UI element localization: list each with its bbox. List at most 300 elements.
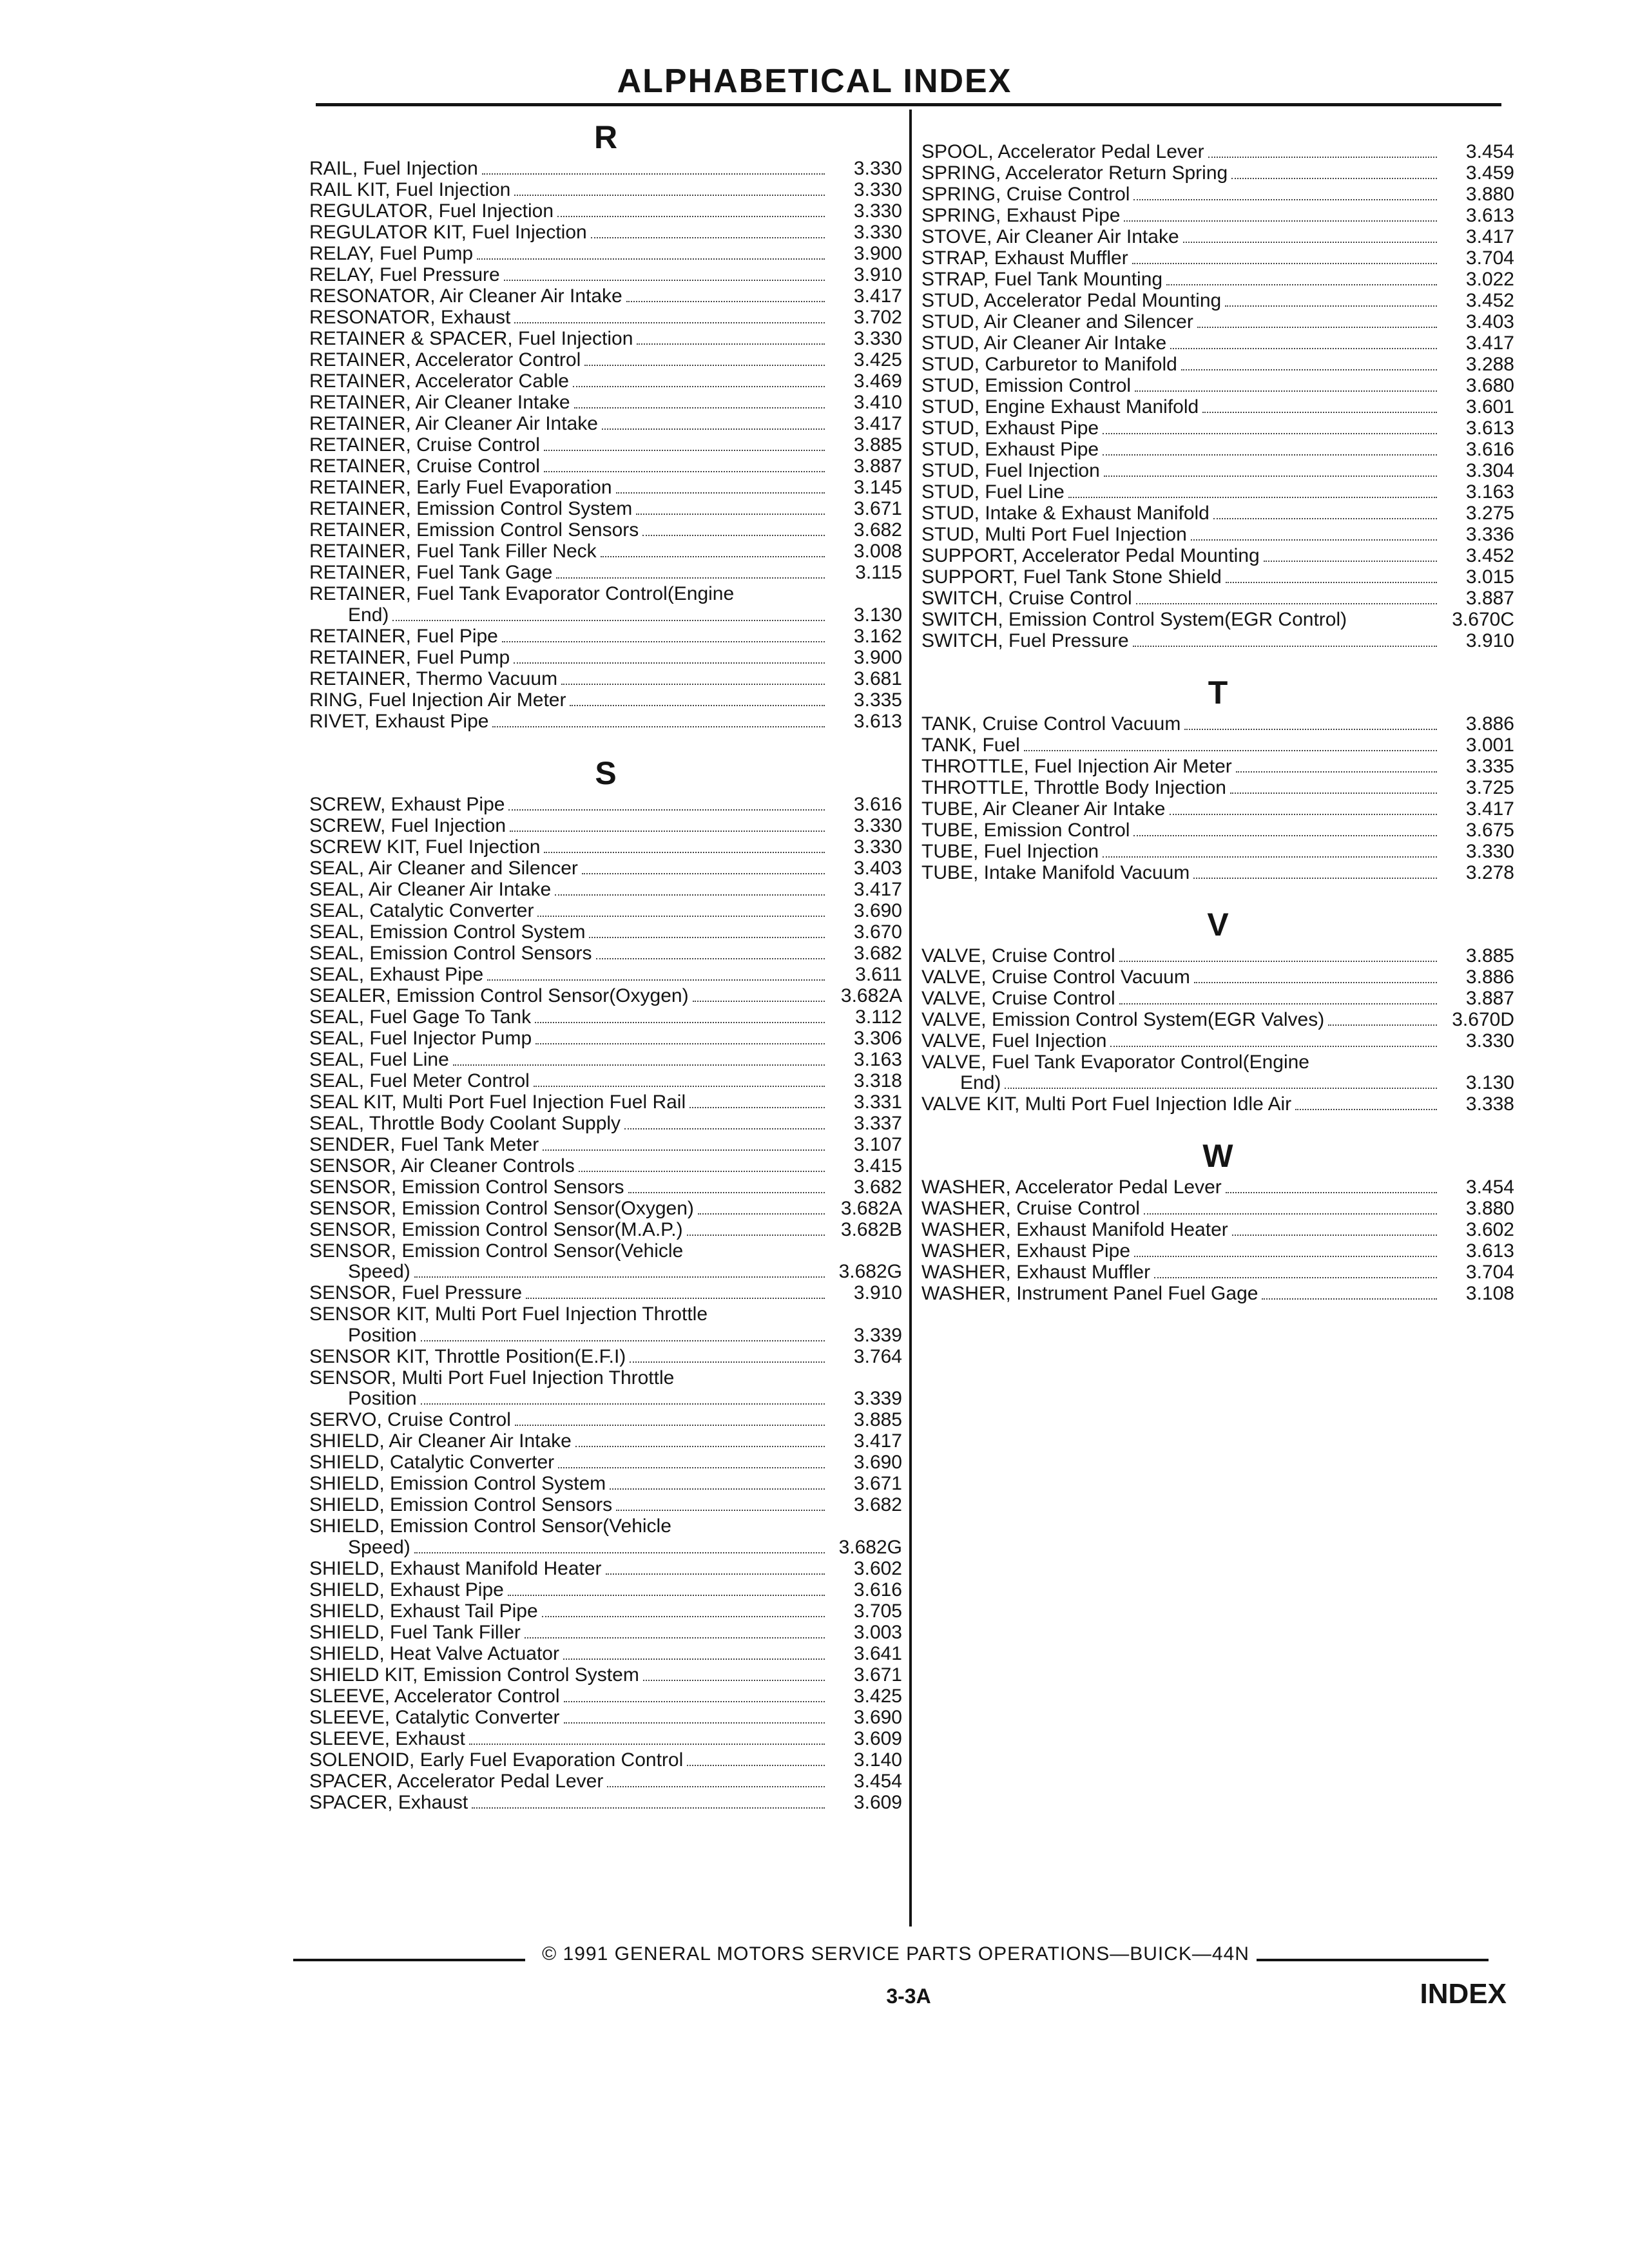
index-entry <box>309 1580 902 1601</box>
entry-text: SHIELD, Catalytic Converter <box>309 1452 555 1473</box>
entry-page: 3.415 <box>853 1155 902 1177</box>
leader-dots <box>535 1043 825 1044</box>
entry-page: 3.613 <box>1465 205 1514 226</box>
entry-page: 3.330 <box>853 158 902 179</box>
entry-continuation: Position <box>348 1388 417 1409</box>
entry-page: 3.705 <box>853 1600 902 1622</box>
leader-dots <box>607 1786 825 1787</box>
index-entry <box>921 799 1514 820</box>
entry-text: SHIELD, Exhaust Tail Pipe <box>309 1600 538 1622</box>
section-spacer <box>921 1305 1514 1324</box>
index-entry <box>309 901 902 922</box>
entry-page: 3.318 <box>853 1070 902 1091</box>
entry-text: SEAL, Fuel Injector Pump <box>309 1027 532 1049</box>
index-entry <box>921 1177 1514 1198</box>
entry-text: STRAP, Exhaust Muffler <box>921 247 1128 269</box>
entry-text: SEAL, Exhaust Pipe <box>309 963 484 985</box>
index-entry <box>309 1644 902 1665</box>
leader-dots <box>1202 412 1437 413</box>
index-entry <box>921 206 1514 227</box>
entry-text: SWITCH, Fuel Pressure <box>921 629 1129 651</box>
title-rule <box>316 103 1501 106</box>
index-entry <box>921 163 1514 184</box>
entry-continuation: End) <box>348 604 389 626</box>
entry-text: SHIELD, Emission Control Sensors <box>309 1494 613 1515</box>
entry-page: 3.671 <box>853 1473 902 1494</box>
entry-text: SPOOL, Accelerator Pedal Lever <box>921 141 1204 162</box>
leader-dots <box>642 535 825 536</box>
leader-dots <box>525 1637 825 1639</box>
index-entry <box>309 690 902 711</box>
index-entry <box>309 669 902 690</box>
entry-page: 3.682 <box>853 1494 902 1515</box>
leader-dots <box>504 280 825 281</box>
entry-page: 3.145 <box>853 477 902 498</box>
section-letter: W <box>1202 1138 1233 1174</box>
index-entry <box>309 1283 902 1304</box>
index-entry <box>309 1792 902 1814</box>
entry-continuation: Speed) <box>348 1261 410 1282</box>
leader-dots <box>1132 263 1437 264</box>
entry-page: 3.702 <box>853 307 902 328</box>
entry-page: 3.910 <box>1465 629 1514 651</box>
leader-dots <box>492 726 825 727</box>
entry-text: SUPPORT, Fuel Tank Stone Shield <box>921 566 1222 588</box>
entry-page: 3.725 <box>1465 776 1514 798</box>
leader-dots <box>693 1001 825 1002</box>
index-entry <box>309 159 902 180</box>
entry-page: 3.288 <box>1465 354 1514 375</box>
entry-text: SENSOR, Emission Control Sensor(M.A.P.) <box>309 1218 683 1240</box>
entry-page: 3.275 <box>1465 503 1514 524</box>
index-entry <box>921 1031 1514 1052</box>
entry-page: 3.910 <box>853 264 902 285</box>
index-entry <box>309 1410 902 1431</box>
index-entry <box>921 1094 1514 1115</box>
entry-page: 3.613 <box>1465 1240 1514 1262</box>
index-entry <box>309 1452 902 1474</box>
entry-page: 3.682 <box>853 519 902 541</box>
entry-text: SOLENOID, Early Fuel Evaporation Control <box>309 1749 684 1771</box>
entry-text: SCREW, Fuel Injection <box>309 814 506 836</box>
leader-dots <box>601 556 825 557</box>
index-entry <box>309 371 902 392</box>
entry-page: 3.115 <box>855 562 902 583</box>
entry-text: SLEEVE, Accelerator Control <box>309 1685 560 1707</box>
index-entry <box>309 265 902 286</box>
entry-text: STUD, Accelerator Pedal Mounting <box>921 290 1222 311</box>
entry-text: WASHER, Exhaust Muffler <box>921 1262 1151 1283</box>
entry-text: SEAL, Air Cleaner and Silencer <box>309 857 578 879</box>
entry-text: SENDER, Fuel Tank Meter <box>309 1133 539 1155</box>
section-letter: V <box>1207 906 1229 943</box>
leader-dots <box>570 705 825 706</box>
entry-text: SHIELD, Emission Control Sensor(Vehicle <box>309 1515 671 1537</box>
page-number: 3-3A <box>886 1984 931 2008</box>
leader-dots <box>1154 1277 1437 1278</box>
entry-text: SHIELD, Emission Control System <box>309 1473 606 1494</box>
leader-dots <box>1166 284 1437 285</box>
leader-dots <box>1194 982 1437 983</box>
entry-page: 3.107 <box>853 1133 902 1155</box>
entry-text: THROTTLE, Throttle Body Injection <box>921 776 1226 798</box>
leader-dots <box>1226 582 1437 583</box>
entry-text: SEAL, Air Cleaner Air Intake <box>309 878 552 900</box>
entry-page: 3.338 <box>1465 1093 1514 1115</box>
entry-text: RETAINER, Fuel Tank Gage <box>309 562 553 583</box>
index-entry <box>309 435 902 456</box>
entry-text: RETAINER, Early Fuel Evaporation <box>309 477 612 498</box>
leader-dots <box>1136 603 1437 604</box>
section-spacer <box>921 884 1514 903</box>
index-entry <box>309 222 902 244</box>
entry-page: 3.306 <box>853 1027 902 1049</box>
leader-dots <box>1170 814 1438 815</box>
index-entry <box>309 1601 902 1622</box>
entry-text: STUD, Fuel Injection <box>921 460 1100 481</box>
index-entry <box>309 1495 902 1516</box>
leader-dots <box>537 916 825 917</box>
leader-dots <box>392 620 825 621</box>
leader-dots <box>1103 856 1437 858</box>
entry-text: RAIL KIT, Fuel Injection <box>309 179 511 200</box>
leader-dots <box>1133 646 1437 647</box>
index-entry <box>921 756 1514 778</box>
leader-dots <box>616 1510 825 1511</box>
entry-page: 3.335 <box>1465 755 1514 777</box>
leader-dots <box>1184 729 1437 730</box>
leader-dots <box>544 471 825 472</box>
index-entry <box>309 943 902 965</box>
entry-page: 3.022 <box>1465 269 1514 290</box>
entry-text: SENSOR, Multi Port Fuel Injection Throttle <box>309 1367 675 1389</box>
entry-page: 3.885 <box>853 434 902 456</box>
leader-dots <box>564 1701 825 1702</box>
entry-page: 3.330 <box>1465 1030 1514 1052</box>
entry-text: TUBE, Intake Manifold Vacuum <box>921 861 1190 883</box>
entry-continuation: Position <box>348 1324 417 1346</box>
index-entry <box>309 307 902 329</box>
entry-page: 3.417 <box>853 878 902 900</box>
leader-dots <box>573 386 825 387</box>
entry-page: 3.682B <box>840 1218 902 1240</box>
index-entry <box>921 524 1514 546</box>
leader-dots <box>596 958 825 959</box>
entry-text: RETAINER, Fuel Pump <box>309 646 510 668</box>
entry-page: 3.675 <box>1465 819 1514 841</box>
index-entry <box>309 244 902 265</box>
index-entry <box>309 626 902 648</box>
entry-page: 3.331 <box>853 1091 902 1113</box>
entry-text: RETAINER, Fuel Tank Filler Neck <box>309 541 597 562</box>
index-entry <box>309 1241 902 1283</box>
section-spacer <box>921 1115 1514 1135</box>
index-entry <box>309 965 902 986</box>
entry-page: 3.670C <box>1452 609 1514 630</box>
index-entry <box>309 562 902 584</box>
entry-page: 3.162 <box>853 625 902 647</box>
leader-dots <box>1262 1298 1437 1300</box>
index-entry <box>309 584 902 626</box>
leader-dots <box>1133 199 1437 200</box>
index-entry <box>921 397 1514 418</box>
entry-page: 3.410 <box>853 392 902 413</box>
leader-dots <box>542 1616 825 1617</box>
index-entry <box>921 567 1514 588</box>
leader-dots <box>1144 1213 1437 1215</box>
index-entry <box>309 1559 902 1580</box>
entry-text: REGULATOR KIT, Fuel Injection <box>309 222 587 243</box>
leader-dots <box>628 1192 825 1193</box>
leader-dots <box>689 1107 825 1108</box>
entry-page: 3.682G <box>838 1261 902 1282</box>
entry-text: SUPPORT, Accelerator Pedal Mounting <box>921 545 1260 566</box>
entry-text: RETAINER & SPACER, Fuel Injection <box>309 328 633 349</box>
leader-dots <box>414 1552 825 1553</box>
entry-text: SENSOR, Emission Control Sensor(Vehicle <box>309 1240 684 1262</box>
index-entry <box>309 1474 902 1495</box>
entry-text: RETAINER, Cruise Control <box>309 456 540 477</box>
section-spacer <box>309 1814 902 1833</box>
leader-dots <box>643 1680 825 1681</box>
section-letter: T <box>1208 674 1228 711</box>
entry-text: SCREW KIT, Fuel Injection <box>309 836 541 858</box>
index-entry <box>921 841 1514 863</box>
entry-text: WASHER, Exhaust Pipe <box>921 1240 1131 1262</box>
entry-page: 3.130 <box>853 604 902 626</box>
leader-dots <box>1264 561 1437 562</box>
index-entry <box>921 546 1514 567</box>
entry-text: SWITCH, Emission Control System(EGR Control) <box>921 609 1347 630</box>
entry-page: 3.670D <box>1452 1008 1514 1030</box>
entry-page: 3.403 <box>1465 311 1514 332</box>
entry-text: SENSOR, Fuel Pressure <box>309 1282 523 1303</box>
entry-text: STUD, Intake & Exhaust Manifold <box>921 503 1210 524</box>
leader-dots <box>1024 750 1437 751</box>
index-entry <box>309 1071 902 1092</box>
entry-text: SPACER, Accelerator Pedal Lever <box>309 1770 604 1792</box>
leader-dots <box>579 1171 825 1172</box>
index-entry <box>309 1771 902 1792</box>
index-entry <box>921 946 1514 967</box>
entry-page: 3.900 <box>853 646 902 668</box>
index-entry <box>921 1262 1514 1283</box>
entry-page: 3.454 <box>1465 141 1514 162</box>
entry-text: TUBE, Fuel Injection <box>921 840 1099 862</box>
entry-text: SEALER, Emission Control Sensor(Oxygen) <box>309 985 689 1006</box>
index-entry <box>309 1156 902 1177</box>
index-entry <box>309 520 902 541</box>
leader-dots <box>1225 305 1437 307</box>
entry-page: 3.417 <box>853 285 902 307</box>
leader-dots <box>626 301 825 302</box>
leader-dots <box>515 1425 825 1426</box>
entry-page: 3.337 <box>853 1112 902 1134</box>
index-entry <box>309 201 902 222</box>
entry-text: TUBE, Air Cleaner Air Intake <box>921 798 1166 820</box>
entry-page: 3.112 <box>855 1006 902 1028</box>
entry-text: SERVO, Cruise Control <box>309 1409 511 1430</box>
section-spacer <box>921 652 1514 671</box>
entry-page: 3.616 <box>853 1579 902 1600</box>
index-entry <box>921 820 1514 841</box>
entry-text: TANK, Fuel <box>921 734 1020 756</box>
leader-dots <box>472 1807 825 1809</box>
entry-page: 3.417 <box>1465 798 1514 820</box>
index-entry <box>921 714 1514 735</box>
entry-text: RAIL, Fuel Injection <box>309 158 478 179</box>
index-entry <box>921 610 1514 631</box>
entry-page: 3.764 <box>853 1345 902 1367</box>
entry-text: WASHER, Cruise Control <box>921 1198 1140 1219</box>
entry-page: 3.682A <box>840 985 902 1006</box>
entry-page: 3.613 <box>1465 418 1514 439</box>
index-entry <box>921 269 1514 291</box>
leader-dots <box>575 1446 825 1447</box>
leader-dots <box>555 894 825 896</box>
footer-rule-left <box>293 1959 525 1961</box>
entry-page: 3.336 <box>1465 524 1514 545</box>
leader-dots <box>502 641 825 642</box>
entry-page: 3.641 <box>853 1642 902 1664</box>
entry-text: RETAINER, Cruise Control <box>309 434 540 456</box>
entry-page: 3.611 <box>855 963 902 985</box>
entry-text: RESONATOR, Exhaust <box>309 307 511 328</box>
index-entry <box>921 503 1514 524</box>
leader-dots <box>610 1488 825 1490</box>
leader-dots <box>584 365 825 366</box>
entry-text: WASHER, Accelerator Pedal Lever <box>921 1177 1222 1198</box>
entry-text: VALVE, Fuel Injection <box>921 1030 1107 1052</box>
entry-text: REGULATOR, Fuel Injection <box>309 200 554 222</box>
index-entry <box>309 1092 902 1113</box>
entry-text: SPRING, Cruise Control <box>921 184 1130 205</box>
index-entry <box>309 1198 902 1220</box>
entry-page: 3.886 <box>1465 713 1514 735</box>
entry-text: STOVE, Air Cleaner Air Intake <box>921 226 1179 247</box>
section-name: INDEX <box>1420 1978 1507 2010</box>
index-entry <box>309 1347 902 1368</box>
leader-dots <box>1230 793 1437 794</box>
entry-text: SLEEVE, Exhaust <box>309 1727 465 1749</box>
entry-page: 3.001 <box>1465 734 1514 756</box>
index-entry <box>921 1052 1514 1095</box>
entry-text: STUD, Air Cleaner Air Intake <box>921 332 1167 354</box>
entry-page: 3.330 <box>853 836 902 858</box>
leader-dots <box>526 1298 825 1299</box>
index-entry <box>309 1113 902 1135</box>
index-entry <box>921 967 1514 988</box>
entry-text: VALVE KIT, Multi Port Fuel Injection Idle Air <box>921 1093 1292 1115</box>
entry-continuation: End) <box>960 1072 1001 1093</box>
entry-text: SEAL, Catalytic Converter <box>309 899 534 921</box>
entry-page: 3.690 <box>853 899 902 921</box>
entry-page: 3.140 <box>853 1749 902 1771</box>
leader-dots <box>1103 433 1437 434</box>
entry-page: 3.330 <box>853 179 902 200</box>
index-entry <box>921 142 1514 163</box>
entry-text: RETAINER, Accelerator Control <box>309 349 581 370</box>
entry-page: 3.885 <box>853 1409 902 1430</box>
entry-text: RETAINER, Air Cleaner Air Intake <box>309 413 598 434</box>
index-entry <box>921 333 1514 354</box>
index-entry <box>309 1431 902 1452</box>
index-entry <box>921 588 1514 610</box>
entry-text: STUD, Air Cleaner and Silencer <box>921 311 1193 332</box>
entry-text: SHIELD, Exhaust Pipe <box>309 1579 504 1600</box>
leader-dots <box>1226 1192 1437 1193</box>
page-title: ALPHABETICAL INDEX <box>617 62 1012 100</box>
entry-text: SPRING, Accelerator Return Spring <box>921 162 1228 184</box>
entry-page: 3.330 <box>853 222 902 243</box>
index-entry <box>309 1368 902 1410</box>
entry-page: 3.601 <box>1465 396 1514 418</box>
entry-text: SWITCH, Cruise Control <box>921 588 1132 609</box>
index-entry <box>309 329 902 350</box>
index-entry <box>309 1135 902 1156</box>
footer-copyright: © 1991 GENERAL MOTORS SERVICE PARTS OPERATIONS—BUICK—44N <box>542 1943 1249 1965</box>
entry-page: 3.452 <box>1465 290 1514 311</box>
index-entry <box>921 1283 1514 1305</box>
leader-dots <box>1133 835 1437 836</box>
leader-dots <box>1328 1024 1437 1026</box>
leader-dots <box>1181 369 1437 370</box>
leader-dots <box>637 343 825 345</box>
index-entry <box>309 286 902 307</box>
leader-dots <box>556 577 825 579</box>
index-entry <box>921 461 1514 482</box>
entry-text: RETAINER, Fuel Tank Evaporator Control(Engine <box>309 583 735 604</box>
entry-text: STUD, Fuel Line <box>921 481 1065 503</box>
entry-page: 3.670 <box>853 921 902 943</box>
index-entry <box>309 541 902 562</box>
index-entry <box>309 1220 902 1241</box>
entry-text: WASHER, Exhaust Manifold Heater <box>921 1219 1228 1240</box>
entry-page: 3.910 <box>853 1282 902 1303</box>
entry-text: SEAL, Fuel Gage To Tank <box>309 1006 532 1028</box>
leader-dots <box>591 237 825 238</box>
entry-page: 3.887 <box>1465 588 1514 609</box>
entry-page: 3.003 <box>853 1621 902 1643</box>
leader-dots <box>564 1722 825 1724</box>
entry-page: 3.454 <box>1465 1177 1514 1198</box>
entry-page: 3.403 <box>853 857 902 879</box>
index-entry <box>309 986 902 1007</box>
entry-text: THROTTLE, Fuel Injection Air Meter <box>921 755 1232 777</box>
index-entry <box>921 376 1514 397</box>
leader-dots <box>1183 242 1437 243</box>
index-entry <box>309 837 902 858</box>
index-entry <box>309 711 902 733</box>
entry-page: 3.885 <box>1465 945 1514 966</box>
entry-page: 3.330 <box>853 200 902 222</box>
leader-dots <box>687 1765 825 1766</box>
entry-text: SHIELD, Fuel Tank Filler <box>309 1621 521 1643</box>
entry-page: 3.015 <box>1465 566 1514 588</box>
index-entry <box>921 1220 1514 1241</box>
leader-dots <box>1197 327 1437 328</box>
leader-dots <box>636 514 825 515</box>
leader-dots <box>1295 1109 1437 1110</box>
index-entry <box>921 988 1514 1010</box>
leader-dots <box>602 428 825 430</box>
entry-page: 3.682G <box>838 1536 902 1558</box>
index-entry <box>309 456 902 477</box>
entry-page: 3.417 <box>1465 226 1514 247</box>
entry-page: 3.680 <box>1465 375 1514 396</box>
leader-dots <box>487 979 825 981</box>
entry-text: TANK, Cruise Control Vacuum <box>921 713 1181 735</box>
